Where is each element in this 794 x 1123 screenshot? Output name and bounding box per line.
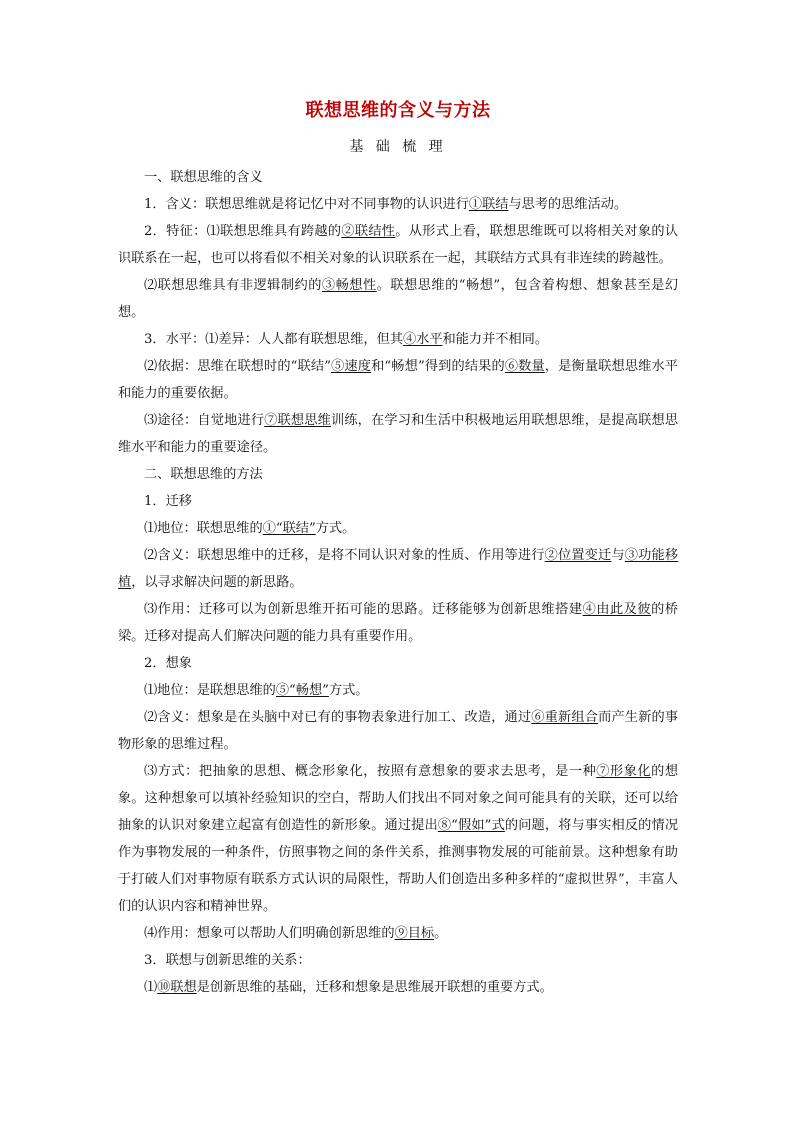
subsection-heading: 2．想象 (144, 656, 192, 671)
underlined-answer: ③功能移植 (118, 548, 679, 590)
text-run: 是创新思维的基础，迁移和想象是思维展开联想的重要方式。 (196, 980, 553, 995)
text-run: 的桥梁。迁移对提高人们解决问题的能力具有重要作用。 (118, 602, 679, 644)
page-title: 联想思维的含义与方法 (305, 100, 491, 121)
paragraph (118, 758, 678, 920)
text-run: 与 (611, 548, 625, 563)
underlined-answer: ⑤“畅想” (275, 683, 329, 698)
paragraph (118, 677, 678, 704)
underlined-answer: ⑦联想思维 (264, 413, 331, 428)
underlined-answer: ⑥重新组合 (531, 710, 599, 725)
text-run: ⑵依据：思维在联想时的“联结” (144, 359, 331, 374)
paragraph (118, 407, 678, 461)
text-run: ⑶方式：把抽象的思想、概念形象化，按照有意想象的要求去思考，是一种 (144, 764, 597, 779)
underlined-answer: ⑩联想 (157, 980, 197, 995)
paragraph (118, 272, 678, 326)
paragraph (118, 218, 678, 272)
subsection-heading: 3．联想与创新思维的关系： (144, 953, 311, 968)
text-run: ⑵含义：联想思维中的迁移，是将不同认识对象的性质、作用等进行 (144, 548, 545, 563)
text-run: 和“畅想”得到的结果的 (371, 359, 505, 374)
text-run: ⑷作用：想象可以帮助人们明确创新思维的 (144, 926, 395, 941)
underlined-answer: ①联结 (468, 197, 509, 212)
underlined-answer: ③畅想性 (321, 278, 377, 293)
section-subtitle: 基 础 梳 理 (349, 139, 447, 155)
underlined-answer: ⑥数量 (504, 359, 545, 374)
text-run: 而产生新的事物形象的思维过程。 (118, 710, 679, 752)
text-run: ⑵含义：想象是在头脑中对已有的事物表象进行加工、改造，通过 (144, 710, 532, 725)
paragraph (118, 704, 678, 758)
text-run: 的想象。这种想象可以填补经验知识的空白，帮助人们找出不同对象之间可能具有的关联，还可以给抽象的认识对象建立起富有创造性的新形象。通过提出 (118, 764, 679, 833)
text-run: 方式。 (328, 683, 369, 698)
text-run: ⑵联想思维具有非逻辑制约的 (144, 278, 322, 293)
underlined-answer: ②位置变迁 (544, 548, 612, 563)
document-page (118, 96, 678, 1001)
paragraph (118, 515, 678, 542)
paragraph (118, 974, 678, 1001)
text-run: 。从形式上看，联想思维既可以将相关对象的认识联系在一起，也可以将看似不相关对象的认识联系在一起，其联结方式具有非连续的跨越性。 (118, 224, 679, 266)
text-run: 3．水平：⑴差异：人人都有联想思维，但其 (144, 332, 403, 347)
text-run: 的问题，将与事实相反的情况作为事物发展的一种条件，仿照事物之间的条件关系，推测事物发展的可能前景。这种想象有助于打破人们对事物原有联系方式认识的局限性，帮助人们创造出多种多样的“虚拟世界”，丰富人们的认识内容和精神世界。 (118, 818, 679, 914)
underlined-answer: ①“联结” (262, 521, 316, 536)
underlined-answer: ⑧“假如”式 (437, 818, 505, 833)
section-heading: 一、联想思维的含义 (144, 170, 263, 185)
underlined-answer: ⑤速度 (330, 359, 372, 374)
text-run: 1．含义：联想思维就是将记忆中对不同事物的认识进行 (144, 197, 469, 212)
text-run: ⑴地位：是联想思维的 (144, 683, 276, 698)
text-run: 方式。 (315, 521, 356, 536)
text-run: 和能力并不相同。 (442, 332, 549, 347)
text-run: 。 (434, 926, 448, 941)
paragraph (118, 191, 678, 218)
paragraph (118, 596, 678, 650)
paragraph (118, 920, 678, 947)
paragraph (118, 542, 678, 596)
underlined-answer: ④由此及彼 (582, 602, 652, 617)
underlined-answer: ④水平 (402, 332, 443, 347)
text-run: ⑴地位：联想思维的 (144, 521, 263, 536)
text-run: 。联想思维的“畅想”，包含着构想、想象甚至是幻想。 (118, 278, 679, 320)
underlined-answer: ⑦形象化 (596, 764, 652, 779)
paragraph (118, 353, 678, 407)
text-run: 与思考的思维活动。 (508, 197, 628, 212)
text-run: 2．特征：⑴联想思维具有跨越的 (144, 224, 342, 239)
text-run: ，是衡量联想思维水平和能力的重要依据。 (118, 359, 679, 401)
underlined-answer: ②联结性 (341, 224, 396, 239)
text-run: ⑴ (144, 980, 158, 995)
text-run: ⑶作用：迁移可以为创新思维开拓可能的思路。迁移能够为创新思维搭建 (144, 602, 583, 617)
paragraph (118, 326, 678, 353)
subsection-heading: 1．迁移 (144, 494, 192, 509)
text-run: ⑶途径：自觉地进行 (144, 413, 265, 428)
text-run: 训练，在学习和生活中积极地运用联想思维，是提高联想思维水平和能力的重要途径。 (118, 413, 679, 455)
underlined-answer: ⑨目标 (394, 926, 435, 941)
text-run: ，以寻求解决问题的新思路。 (131, 575, 303, 590)
section-heading: 二、联想思维的方法 (144, 467, 263, 482)
